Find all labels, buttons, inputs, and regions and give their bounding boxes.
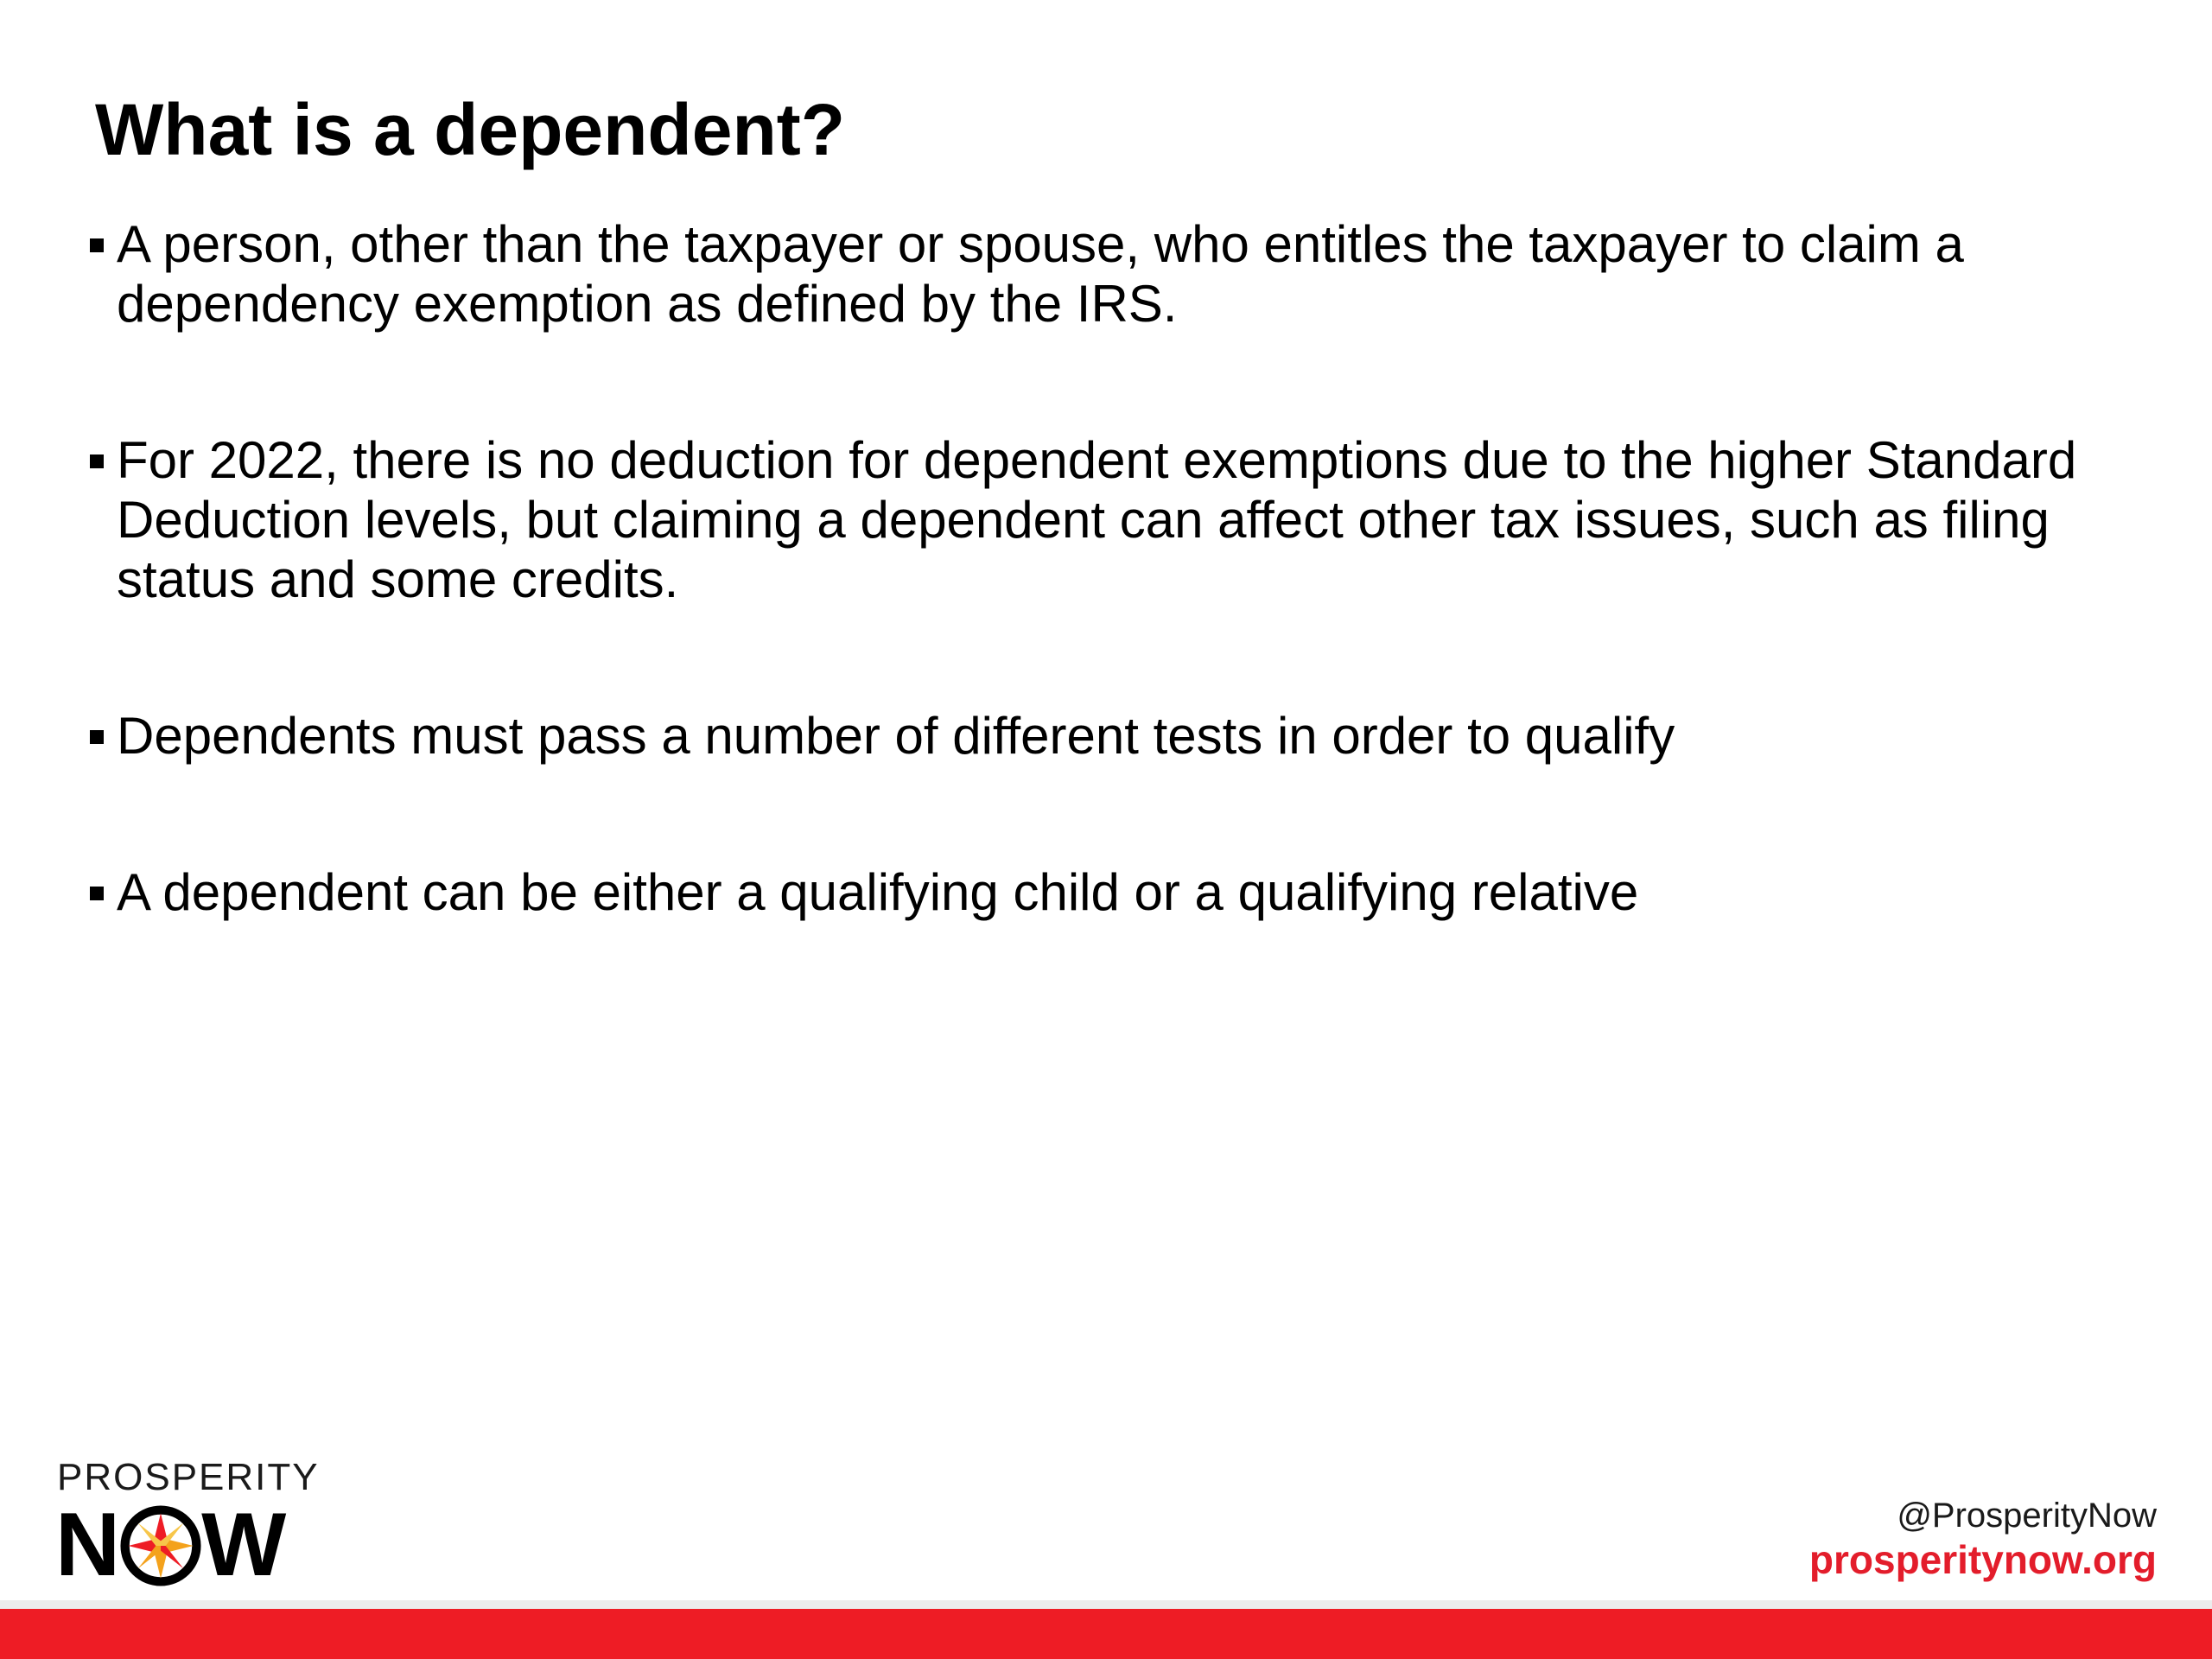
bullet-list bbox=[86, 214, 2126, 1019]
square-bullet-icon bbox=[90, 238, 104, 252]
social-handle: @ProsperityNow bbox=[1897, 1497, 2157, 1535]
bullet-text: A dependent can be either a qualifying child or a qualifying relative bbox=[117, 863, 1639, 921]
website-link[interactable]: prosperitynow.org bbox=[1808, 1537, 2157, 1582]
footer-bar bbox=[0, 1609, 2212, 1659]
logo-wordmark-top: PROSPERITY bbox=[57, 1456, 320, 1498]
bullet-item bbox=[86, 430, 2126, 609]
footer-divider bbox=[0, 1600, 2212, 1609]
bullet-text: Dependents must pass a number of different tests in order to qualify bbox=[117, 707, 1675, 765]
square-bullet-icon bbox=[90, 887, 104, 900]
bullet-item bbox=[86, 214, 2126, 334]
bullet-text: For 2022, there is no deduction for dependent exemptions due to the higher Standard Deduction levels, but claiming a dependent can affect other tax issues, such as filing status and some credits. bbox=[117, 431, 2077, 608]
logo-letter-n: N bbox=[55, 1495, 121, 1595]
bullet-item bbox=[86, 706, 2126, 766]
square-bullet-icon bbox=[90, 454, 104, 468]
star-compass-icon bbox=[120, 1505, 201, 1586]
square-bullet-icon bbox=[90, 730, 104, 744]
bullet-item bbox=[86, 862, 2126, 922]
logo-letter-w: W bbox=[201, 1495, 287, 1595]
bullet-text: A person, other than the taxpayer or spouse, who entitles the taxpayer to claim a dependency exemption as defined by the IRS. bbox=[117, 215, 1964, 333]
prosperity-now-logo bbox=[55, 1456, 320, 1595]
slide-title: What is a dependent? bbox=[95, 89, 846, 170]
logo-wordmark-bottom bbox=[55, 1495, 287, 1595]
